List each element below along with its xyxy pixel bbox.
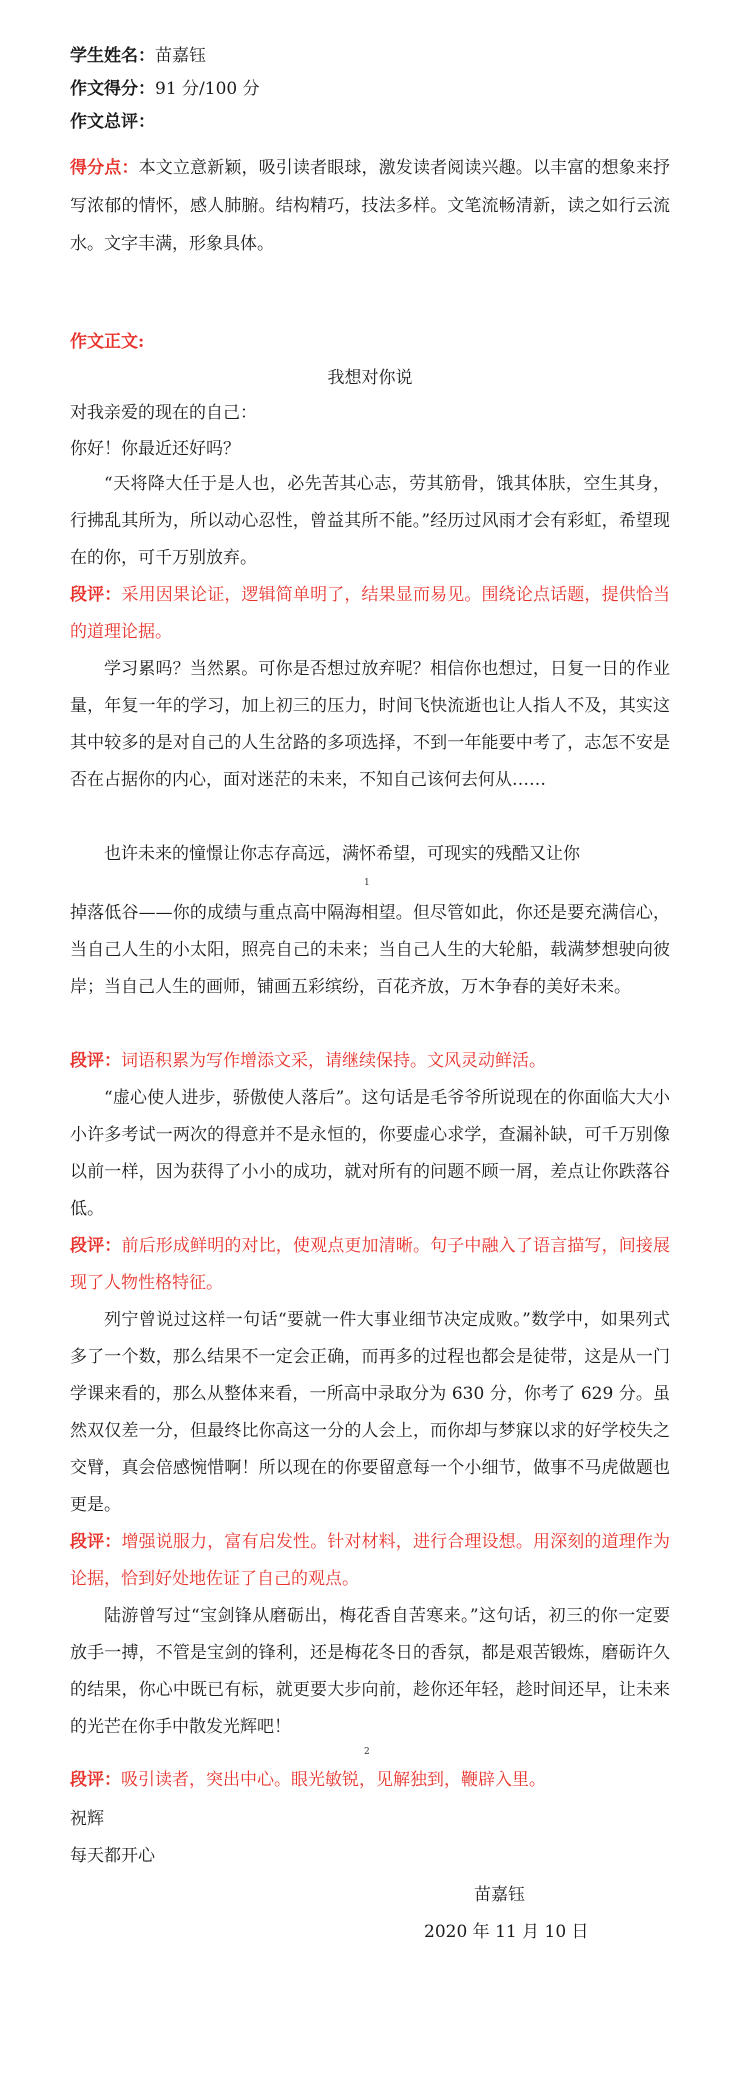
paragraph-comment-5-label: 段评：	[70, 1770, 121, 1790]
student-name-value: 苗嘉钰	[155, 46, 206, 66]
paragraph-comment-4-text: 增强说服力，富有启发性。针对材料，进行合理设想。用深刻的道理作为论据，恰到好处地佐证了自己的观点。	[70, 1532, 671, 1589]
essay-paragraph-6: 陆游曾写过“宝剑锋从磨砺出，梅花香自苦寒来。”这句话，初三的你一定要放手一搏，不管是宝剑的锋利，还是梅花冬日的香氛，都是艰苦锻炼，磨砺许久的结果，你心中既已有标，就更要大步向前，趁你还年轻，趁时间还早，让未来的光芒在你手中散发光辉吧！	[70, 1606, 670, 1737]
essay-paragraph-4: “虚心使人进步，骄傲使人落后”。这句话是毛爷爷所说现在的你面临大大小小许多考试一两次的得意并不是永恒的，你要虚心求学，查漏补缺，可千万别像以前一样，因为获得了小小的成功，就对所有的问题不顾一屑，差点让你跌落谷低。	[70, 1088, 670, 1219]
paragraph-comment-1	[70, 577, 670, 651]
essay-paragraph-1: “天将降大任于是人也，必先苦其心志，劳其筋骨，饿其体肤，空生其身，行拂乱其所为，所以动心忍性，曾益其所不能。”经历过风雨才会有彩虹，希望现在的你，可千万别放弃。	[70, 474, 670, 568]
paragraph-comment-4-label: 段评：	[70, 1532, 122, 1552]
overall-comment-line	[70, 102, 155, 142]
essay-salutation: 对我亲爱的现在的自己：	[70, 403, 257, 423]
score-points-paragraph	[70, 149, 670, 263]
essay-paragraph-5: 列宁曾说过这样一句话“要就一件大事业细节决定成败。”数学中，如果列式多了一个数，那么结果不一定会正确，而再多的过程也都会是徒带，这是从一门学课来看的，那么从整体来看，一所高中录取分为 630 分，你考了 629 分。虽然双仅差一分，但最终比你高这一分的人会上，而你却与梦寐以求的好学校失之交臂，真会倍感惋惜啊！所以现在的你要留意每一个小细节，做事不马虎做题也更是。	[70, 1310, 670, 1515]
page-number-2: 2	[364, 1747, 370, 1757]
paragraph-comment-4	[70, 1524, 670, 1598]
closing-line-2: 每天都开心	[70, 1846, 155, 1866]
paragraph-comment-3-label: 段评：	[70, 1236, 122, 1256]
essay-paragraph-2: 学习累吗？当然累。可你是否想过放弃呢？相信你也想过，日复一日的作业量，年复一年的学习，加上初三的压力，时间飞快流逝也让人指人不及，其实这其中较多的是对自己的人生岔路的多项选择，不到一年能要中考了，志怎不安是否在占据你的内心，面对迷茫的未来，不知自己该何去何从……	[70, 659, 670, 790]
letter-date: 2020 年 11 月 10 日	[424, 1922, 589, 1942]
paragraph-comment-5	[70, 1762, 670, 1799]
score-label: 作文得分：	[70, 79, 155, 99]
overall-comment-label: 作文总评：	[70, 112, 155, 132]
student-name-label: 学生姓名：	[70, 46, 155, 66]
paragraph-comment-2-label: 段评：	[70, 1051, 121, 1071]
paragraph-comment-1-label: 段评：	[70, 585, 122, 605]
paragraph-comment-3	[70, 1228, 670, 1302]
paragraph-comment-3-text: 前后形成鲜明的对比，使观点更加清晰。句子中融入了语言描写，间接展现了人物性格特征。	[70, 1236, 671, 1293]
essay-body-label: 作文正文:	[70, 332, 145, 352]
score-points-label: 得分点：	[70, 158, 139, 178]
score-points-text: 本文立意新颖，吸引读者眼球，激发读者阅读兴趣。以丰富的想象来抒写浓郁的情怀，感人肺腑。结构精巧，技法多样。文笔流畅清新，读之如行云流水。文字丰满，形象具体。	[70, 158, 671, 254]
paragraph-comment-2	[70, 1043, 670, 1080]
essay-paragraph-3-start: 也许未来的憧憬让你志存高远，满怀希望，可现实的残酷又让你	[104, 844, 580, 864]
essay-title: 我想对你说	[327, 368, 413, 388]
paragraph-comment-1-text: 采用因果论证，逻辑简单明了，结果显而易见。围绕论点话题，提供恰当的道理论据。	[70, 585, 671, 642]
paragraph-comment-2-text: 词语积累为写作增添文采，请继续保持。文风灵动鲜活。	[121, 1051, 546, 1071]
closing-line-1: 祝辉	[70, 1809, 104, 1829]
page-number-1: 1	[364, 878, 370, 888]
paragraph-comment-5-text: 吸引读者，突出中心。眼光敏锐，见解独到，鞭辟入里。	[121, 1770, 546, 1790]
score-value: 91 分/100 分	[155, 79, 260, 99]
signature: 苗嘉钰	[474, 1885, 525, 1905]
essay-paragraph-3-continued: 掉落低谷——你的成绩与重点高中隔海相望。但尽管如此，你还是要充满信心，当自己人生的小太阳，照亮自己的未来；当自己人生的大轮船，载满梦想驶向彼岸；当自己人生的画师，铺画五彩缤纷，百花齐放，万木争春的美好未来。	[70, 903, 670, 997]
essay-greeting: 你好！你最近还好吗？	[70, 439, 240, 459]
